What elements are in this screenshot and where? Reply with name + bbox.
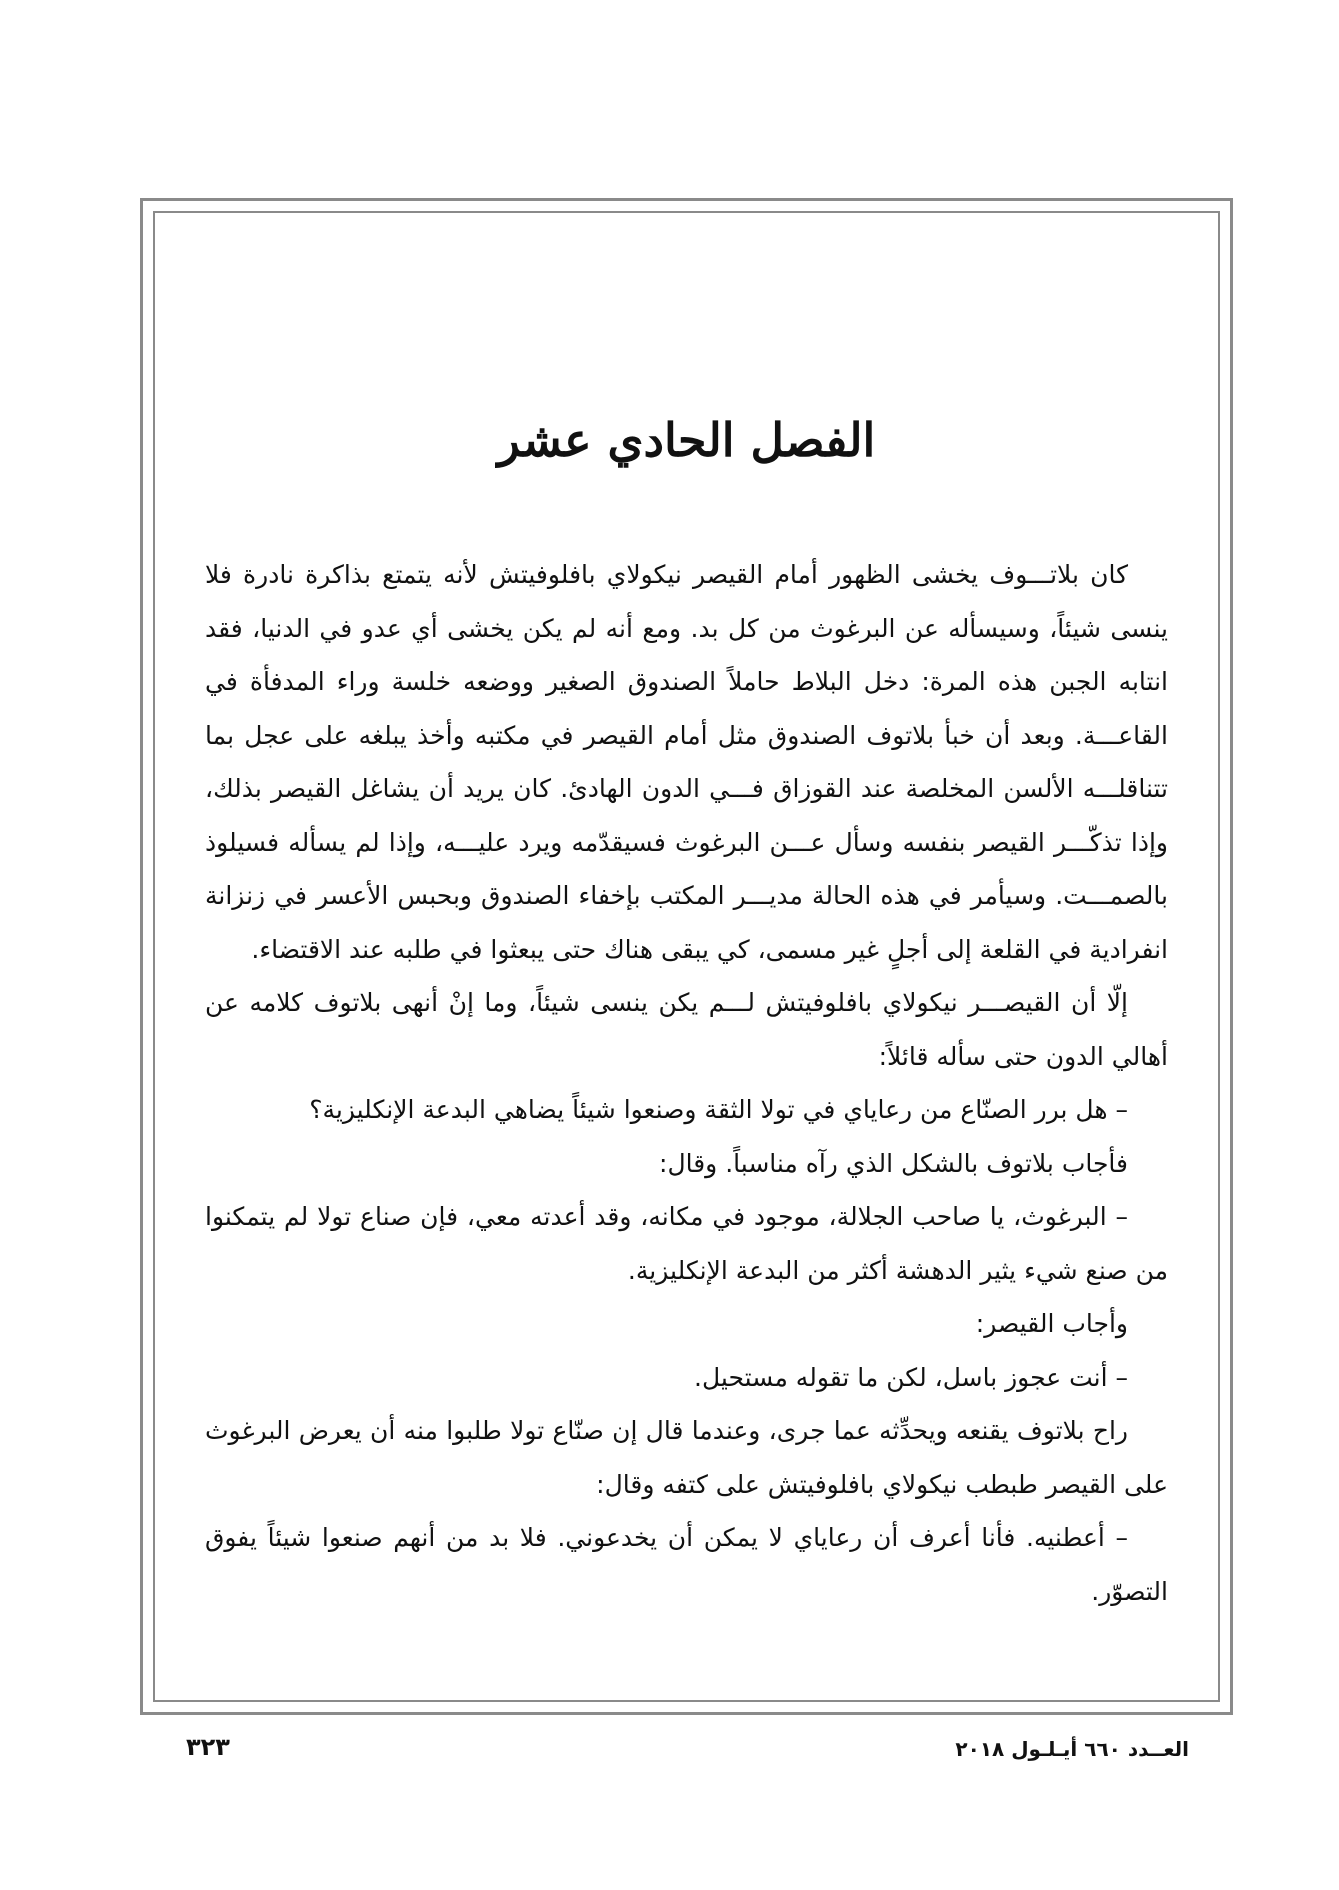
chapter-title: الفصل الحادي عشر xyxy=(497,413,876,467)
page-border xyxy=(140,198,1233,1715)
issue-info: العــدد ٦٦٠ أيـلـول ٢٠١٨ xyxy=(955,1737,1189,1761)
paragraph: فأجاب بلاتوف بالشكل الذي رآه مناسباً. وقال: xyxy=(659,1148,1128,1178)
paragraph: كان بلاتـــوف يخشى الظهور أمام القيصر نيكولاي بافلوفيتش لأنه يتمتع بذاكرة نادرة فلا ينسى شيئاً، وسيسأله عن البرغوث من كل بد. ومع أنه لم يكن يخشى أي عدو في الدنيا، فقد انتابه الجبن هذه المرة: دخل البلاط حاملاً الصندوق الصغير ووضعه خلسة وراء المدفأة في القاعـــة. وبعد أن خبأ بلاتوف الصندوق مثل أمام القيصر في مكتبه وأخذ يبلغه على عجل بما تتناقلـــه الألسن المخلصة عند القوزاق فـــي الدون الهادئ. كان يريد أن يشاغل القيصر بذلك، وإذا تذكّـــر القيصر بنفسه وسأل عـــن البرغوث فسيقدّمه ويرد عليـــه، وإذا لم يسأله فسيلوذ بالصمـــت. وسيأمر في هذه الحالة مديـــر المكتب بإخفاء الصندوق وبحبس الأعسر في زنزانة انفرادية في القلعة إلى أجلٍ غير مسمى، كي يبقى هناك حتى يبعثوا في طلبه عند الاقتضاء. xyxy=(205,560,1168,964)
dialogue-line: – البرغوث، يا صاحب الجلالة، موجود في مكانه، وقد أعدته معي، فإن صناع تولا لم يتمكنوا من صنع شيء يثير الدهشة أكثر من البدعة الإنكليزية. xyxy=(205,1202,1168,1285)
dialogue-line: – أنت عجوز باسل، لكن ما تقوله مستحيل. xyxy=(694,1362,1128,1392)
paragraph: راح بلاتوف يقنعه ويحدِّثه عما جرى، وعندما قال إن صنّاع تولا طلبوا منه أن يعرض البرغوث على القيصر طبطب نيكولاي بافلوفيتش على كتفه وقال: xyxy=(205,1416,1168,1499)
chapter-body xyxy=(205,548,1168,1618)
paragraph: وأجاب القيصر: xyxy=(975,1309,1128,1338)
page-number: ٣٢٣ xyxy=(186,1733,230,1761)
dialogue-line: – أعطنيه. فأنا أعرف أن رعاياي لا يمكن أن يخدعوني. فلا بد من أنهم صنعوا شيئاً يفوق التصوّر. xyxy=(205,1523,1168,1606)
paragraph: إلّا أن القيصـــر نيكولاي بافلوفيتش لـــم يكن ينسى شيئاً، وما إنْ أنهى بلاتوف كلامه عن أهالي الدون حتى سأله قائلاً: xyxy=(205,988,1168,1071)
page-border-inner xyxy=(153,211,1220,1702)
dialogue-line: – هل برر الصنّاع من رعاياي في تولا الثقة وصنعوا شيئاً يضاهي البدعة الإنكليزية؟ xyxy=(309,1095,1128,1124)
